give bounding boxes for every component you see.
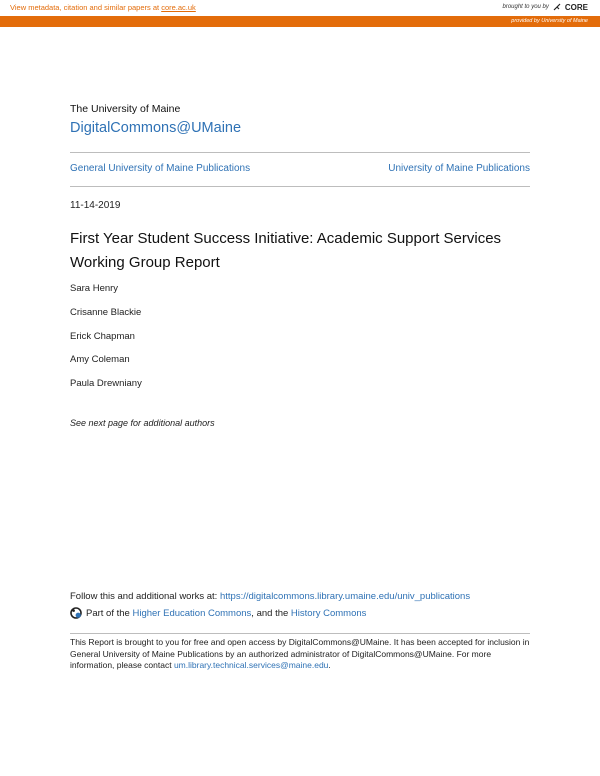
higher-education-commons-link[interactable]: Higher Education Commons (132, 607, 252, 619)
follow-line (70, 591, 470, 602)
core-banner (0, 0, 600, 27)
part-of-middle: , and the (251, 607, 291, 619)
contact-email-link[interactable]: um.library.technical.services@maine.edu (173, 660, 329, 670)
core-logo-icon (552, 2, 562, 12)
repository-link[interactable]: DigitalCommons@UMaine (70, 120, 242, 136)
brought-by-text: brought to you by (502, 4, 549, 10)
author-item: Crisanne Blackie (70, 306, 142, 318)
collection-link-general[interactable]: General University of Maine Publications (70, 163, 251, 174)
core-brought-by (503, 2, 589, 12)
divider-bottom (70, 186, 530, 187)
author-item: Amy Coleman (70, 354, 130, 366)
provided-by-text: provided by University of Maine (511, 18, 588, 24)
commons-network-icon (70, 607, 82, 619)
core-link-prefix: View metadata, citation and similar papers at (10, 3, 162, 12)
access-notice (70, 637, 530, 672)
publication-date: 11-14-2019 (70, 200, 121, 211)
part-of-line (70, 607, 366, 619)
author-item: Erick Chapman (70, 330, 135, 342)
core-banner-strip (0, 16, 600, 27)
author-item: Sara Henry (70, 283, 119, 294)
notice-text: This Report is brought to you for free and open access by DigitalCommons@UMaine. It has been accepted for inclusion in General University of Maine Publications by an authorized administrator of DigitalCommons@UMaine. For more information, please contact (70, 637, 530, 670)
document-title: First Year Student Success Initiative: Academic Support Services Working Group Report (70, 230, 502, 271)
notice-suffix: . (328, 660, 331, 670)
institution-name: The University of Maine (70, 103, 181, 115)
follow-url-link[interactable]: https://digitalcommons.library.umaine.edu/univ_publications (219, 591, 471, 602)
author-list (70, 283, 142, 402)
follow-prefix: Follow this and additional works at: (70, 591, 220, 602)
author-item: Paula Drewniany (70, 378, 142, 390)
divider-top (70, 152, 530, 153)
core-metadata-link[interactable] (10, 3, 196, 12)
part-of-prefix: Part of the (86, 607, 133, 619)
core-logo-text[interactable]: CORE (564, 2, 588, 12)
divider-notice (70, 633, 530, 634)
collection-link-university[interactable]: University of Maine Publications (388, 163, 530, 174)
history-commons-link[interactable]: History Commons (290, 607, 367, 619)
additional-authors-note: See next page for additional authors (70, 418, 215, 428)
core-link-domain[interactable]: core.ac.uk (161, 3, 196, 12)
